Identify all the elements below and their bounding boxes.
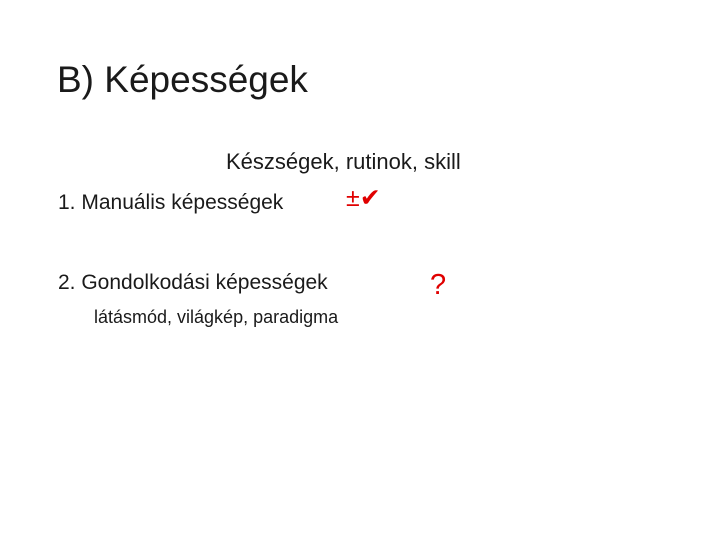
list-item-thinking-skills: 2. Gondolkodási képességek [58, 271, 328, 294]
sub-list-item: látásmód, világkép, paradigma [94, 307, 339, 327]
plus-minus-check-mark: ±✔ [346, 184, 381, 212]
slide-subtitle: Készségek, rutinok, skill [226, 149, 461, 174]
slide-title: B) Képességek [57, 59, 308, 100]
list-item-manual-skills: 1. Manuális képességek [58, 191, 284, 214]
question-mark: ? [430, 269, 447, 301]
